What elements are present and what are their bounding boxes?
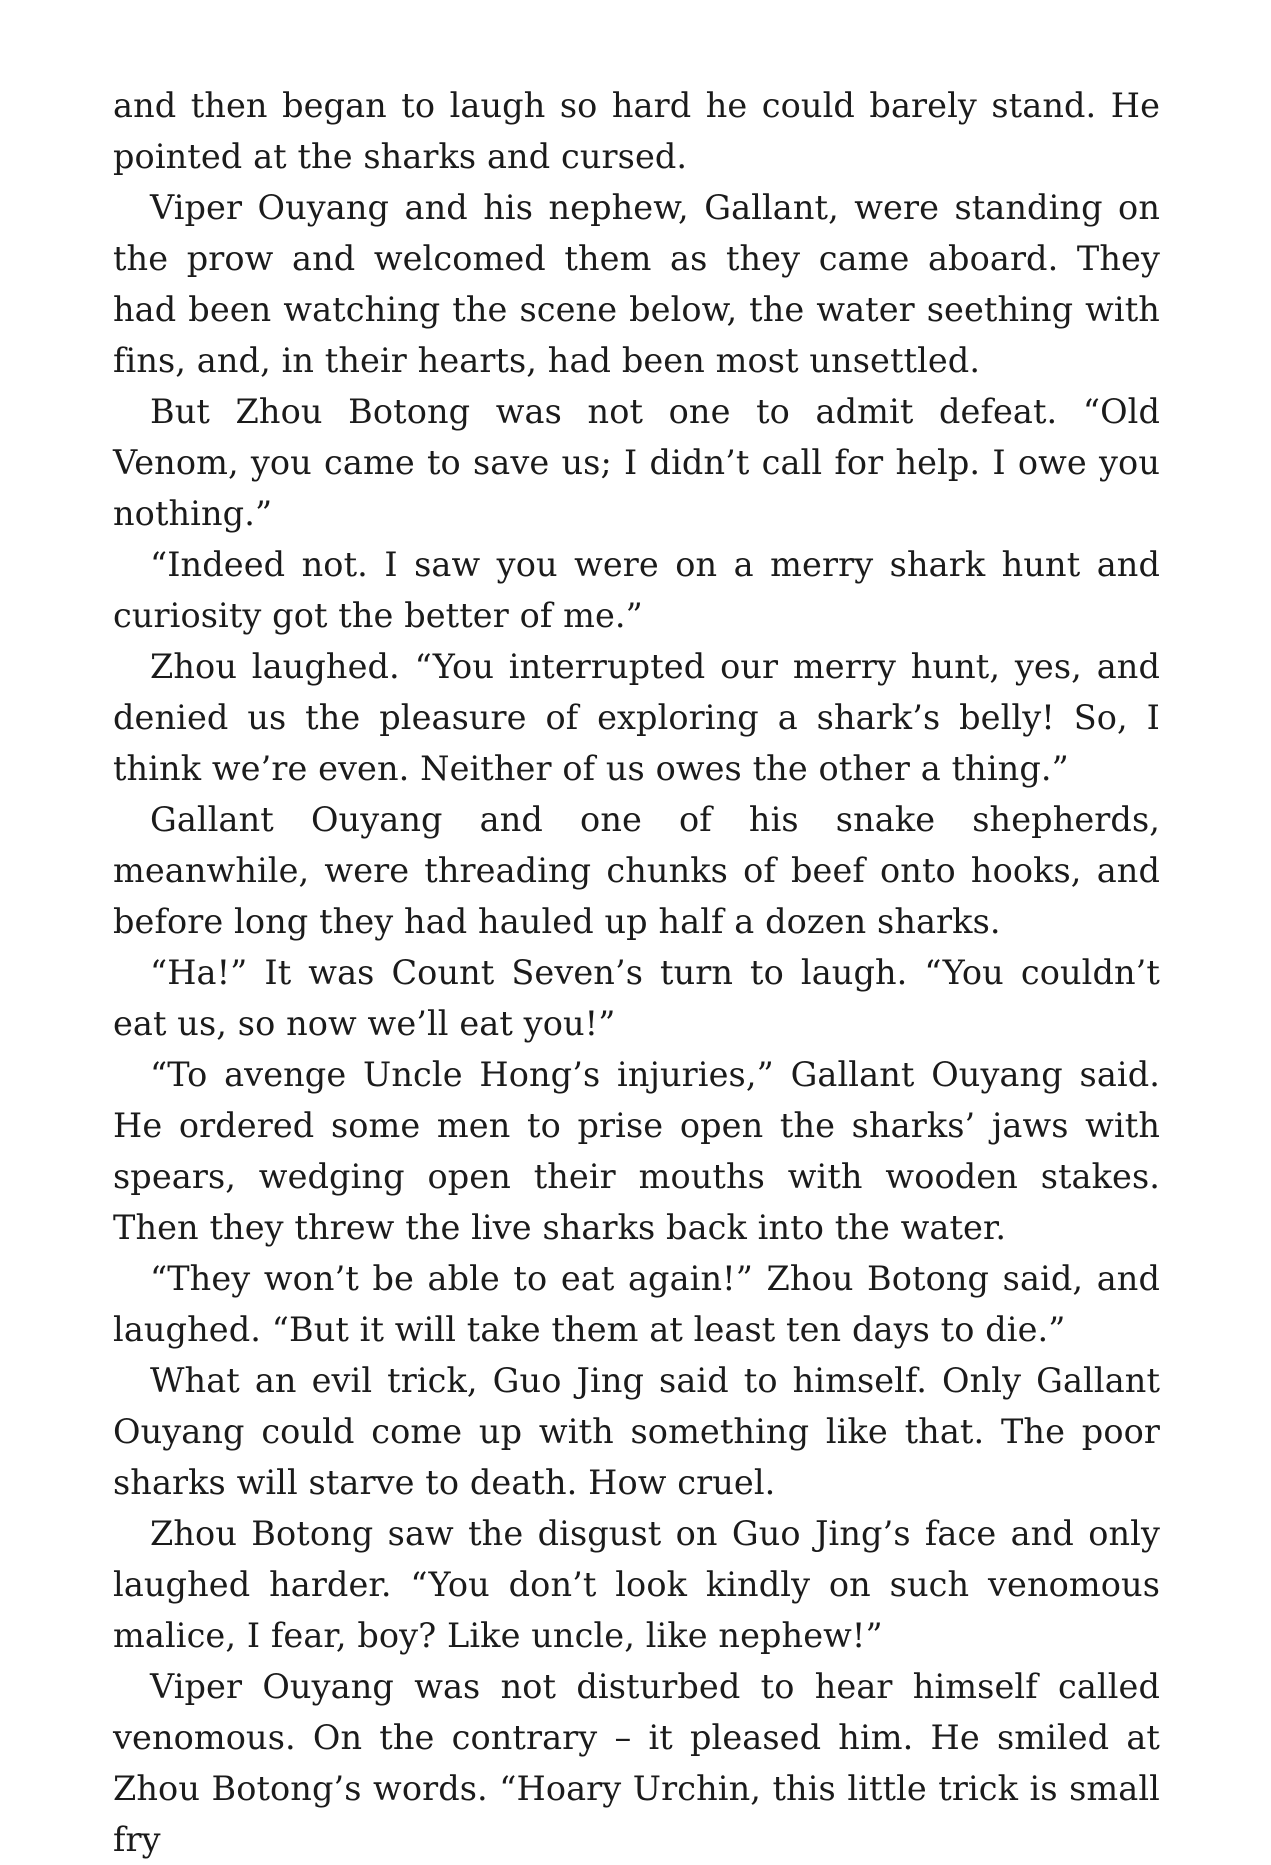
paragraph: “Ha!” It was Count Seven’s turn to laugh. “You couldn’t eat us, so now we’ll eat you!”	[113, 953, 1160, 1043]
paragraph: What an evil trick, Guo Jing said to himself. Only Gallant Ouyang could come up with something like that. The poor sharks will starve to death. How cruel.	[113, 1361, 1160, 1502]
book-page	[113, 80, 1160, 1865]
paragraph: Zhou Botong saw the disgust on Guo Jing’s face and only laughed harder. “You don’t look kindly on such venomous malice, I fear, boy? Like uncle, like nephew!”	[113, 1514, 1160, 1655]
paragraph: “They won’t be able to eat again!” Zhou Botong said, and laughed. “But it will take them at least ten days to die.”	[113, 1259, 1160, 1349]
paragraph-continuation: and then began to laugh so hard he could barely stand. He pointed at the sharks and cursed.	[113, 86, 1160, 176]
paragraph-continued: Viper Ouyang was not disturbed to hear himself called venomous. On the contrary – it pleased him. He smiled at Zhou Botong’s words. “Hoary Urchin, this little trick is small fry	[113, 1667, 1160, 1859]
paragraph: Zhou laughed. “You interrupted our merry hunt, yes, and denied us the pleasure of exploring a shark’s belly! So, I think we’re even. Neither of us owes the other a thing.”	[113, 647, 1160, 788]
paragraph: “Indeed not. I saw you were on a merry shark hunt and curiosity got the better of me.”	[113, 545, 1160, 635]
paragraph: “To avenge Uncle Hong’s injuries,” Gallant Ouyang said. He ordered some men to prise open the sharks’ jaws with spears, wedging open their mouths with wooden stakes. Then they threw the live sharks back into the water.	[113, 1055, 1160, 1247]
paragraph: Viper Ouyang and his nephew, Gallant, were standing on the prow and welcomed them as they came aboard. They had been watching the scene below, the water seething with fins, and, in their hearts, had been most unsettled.	[113, 188, 1160, 380]
paragraph: But Zhou Botong was not one to admit defeat. “Old Venom, you came to save us; I didn’t call for help. I owe you nothing.”	[113, 392, 1160, 533]
paragraph: Gallant Ouyang and one of his snake shepherds, meanwhile, were threading chunks of beef onto hooks, and before long they had hauled up half a dozen sharks.	[113, 800, 1160, 941]
